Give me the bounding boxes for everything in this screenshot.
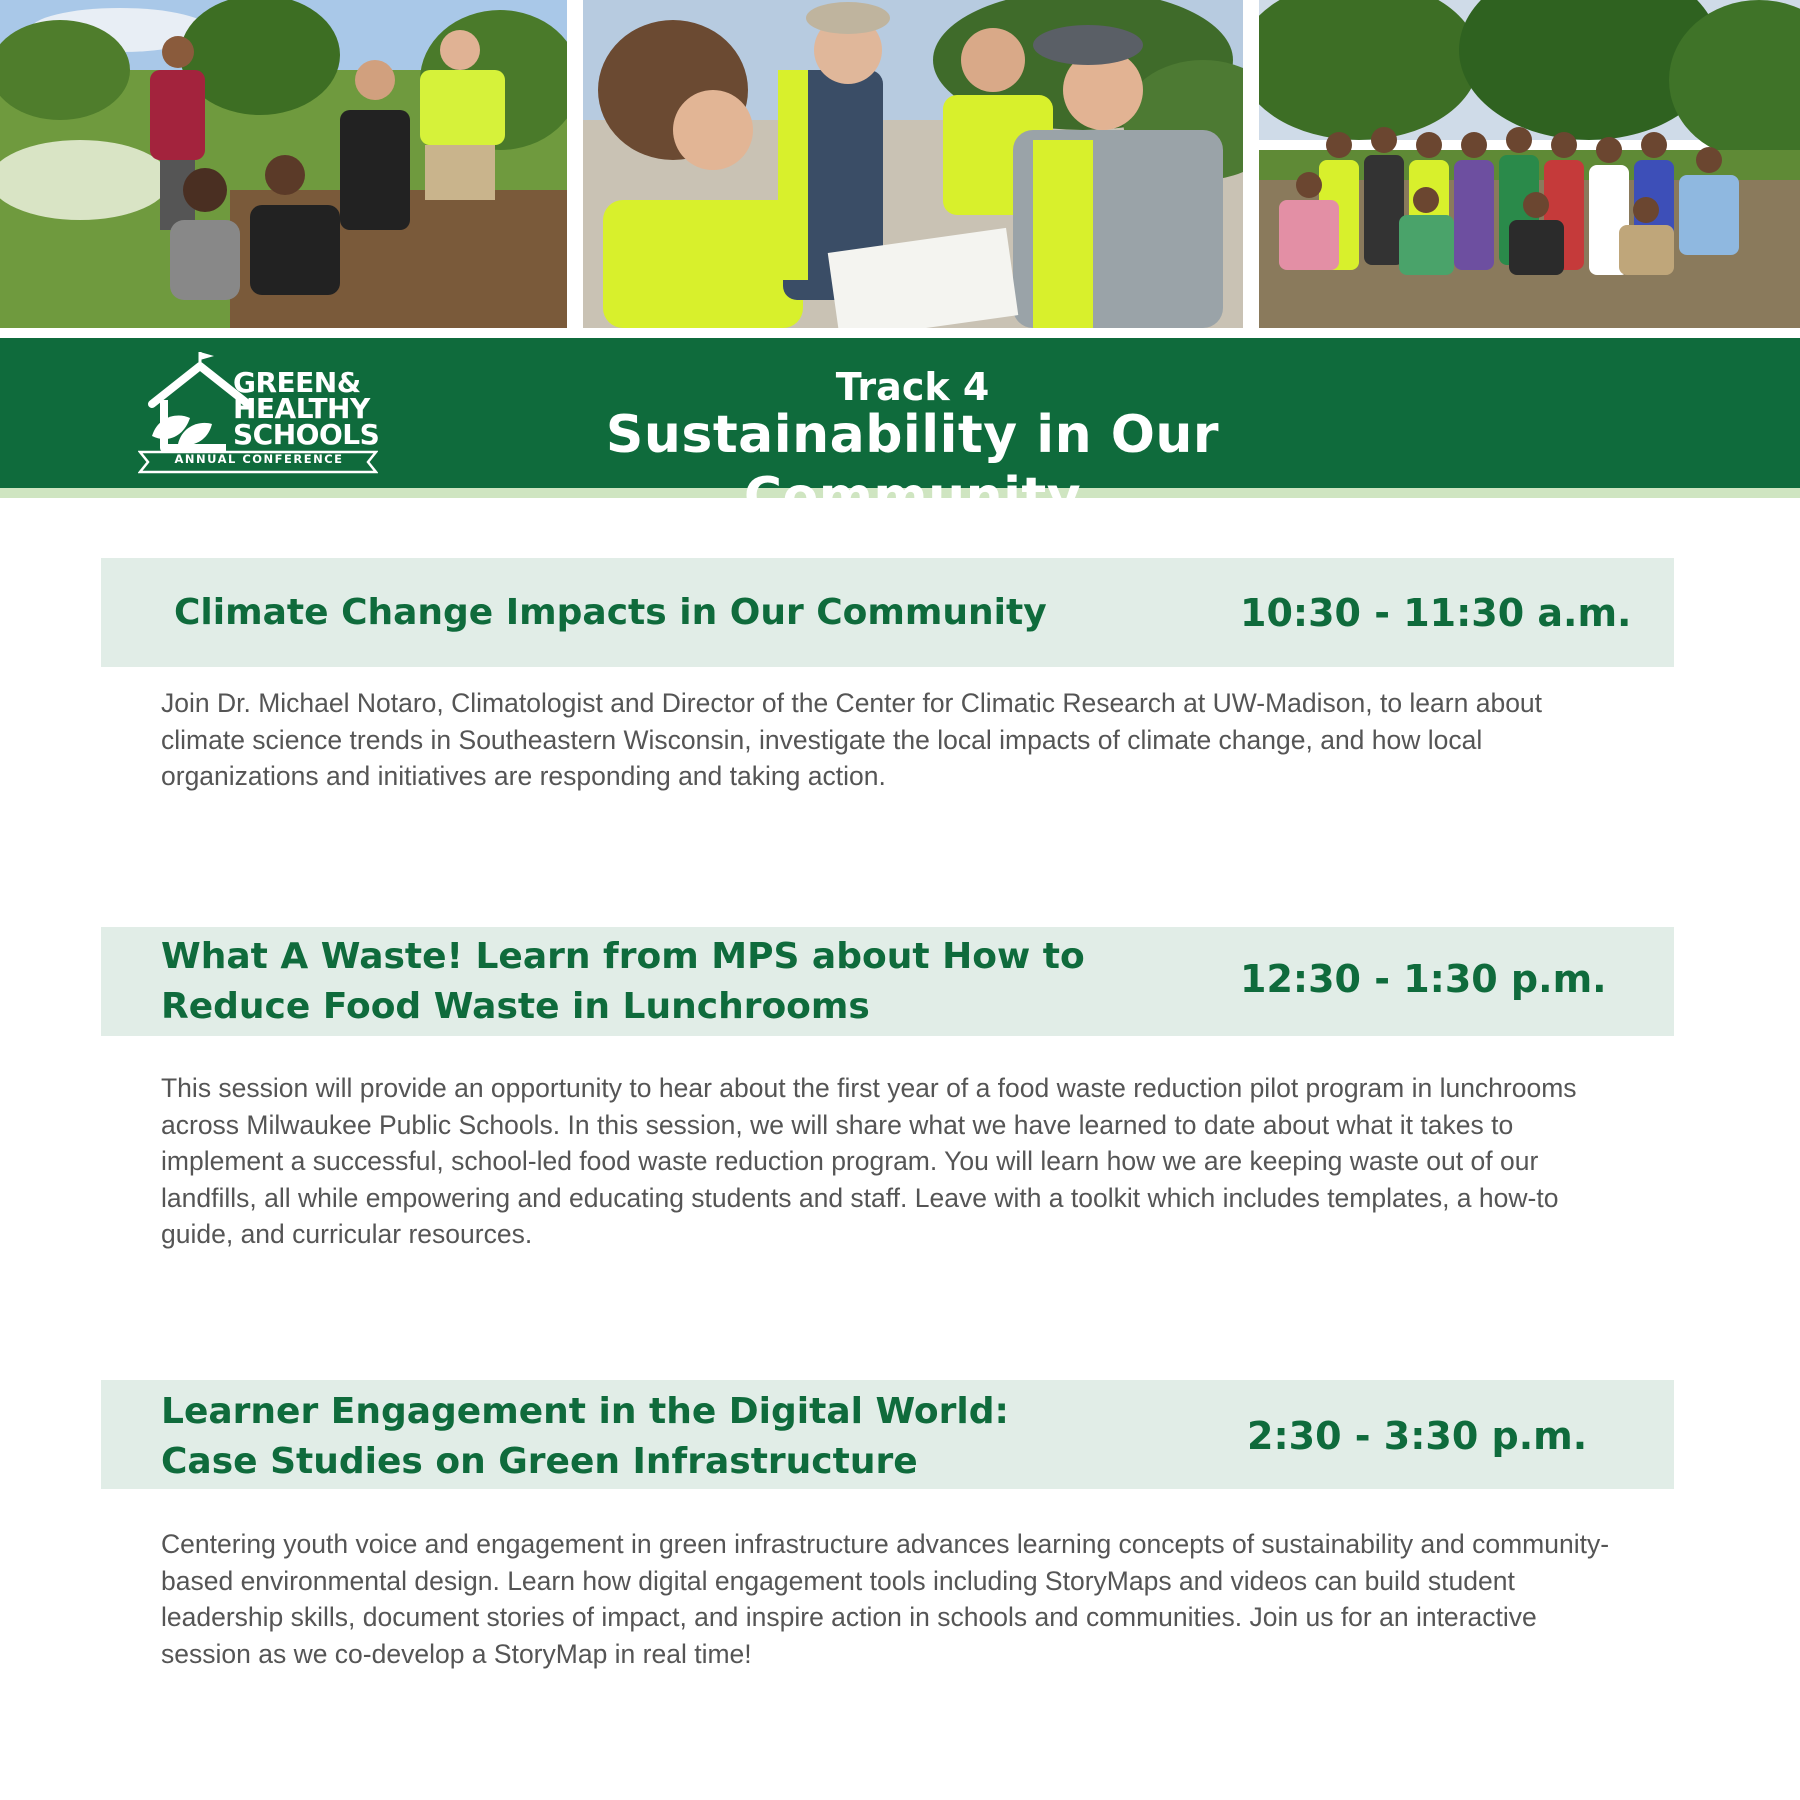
session-title-line: Learner Engagement in the Digital World: — [161, 1391, 1009, 1432]
logo-wordmark: GREEN& HEALTHY SCHOOLS — [233, 366, 380, 451]
session-title — [161, 932, 1101, 1032]
session-time: 10:30 - 11:30 a.m. — [1240, 591, 1632, 635]
session-title-line: Case Studies on Green Infrastructure — [161, 1441, 918, 1482]
session-time: 2:30 - 3:30 p.m. — [1247, 1414, 1588, 1458]
session-title: Climate Change Impacts in Our Community — [174, 592, 1047, 633]
session-time: 12:30 - 1:30 p.m. — [1240, 957, 1607, 1001]
photo-site-plan-review — [583, 0, 1243, 328]
session-title-line: What A Waste! Learn from MPS about How to — [161, 936, 1085, 977]
track-label: Track 4 — [835, 365, 990, 409]
photo-student-group — [1259, 0, 1800, 328]
session-title-line: Reduce Food Waste in Lunchrooms — [161, 986, 870, 1027]
photo-tree-planting — [0, 0, 567, 328]
conference-logo — [138, 352, 378, 478]
session-description: This session will provide an opportunity to hear about the first year of a food waste reduction pilot program in lunchrooms across Milwaukee Public Schools. In this session, we will share what we have learned to date about what it takes to implement a successful, school-led food waste reduction program. You will learn how we are keeping waste out of our landfills, all while empowering and educating students and staff. Leave with a toolkit which includes templates, a how-to guide, and curricular resources. — [161, 1073, 1577, 1249]
session-title — [161, 1387, 1101, 1487]
logo-subtitle: ANNUAL CONFERENCE — [174, 452, 344, 466]
session-description: Join Dr. Michael Notaro, Climatologist and Director of the Center for Climatic Research at UW-Madison, to learn about climate science trends in Southeastern Wisconsin, investigate the local impacts of climate change, and how local organizations and initiatives are responding and taking action. — [161, 688, 1543, 791]
session-description: Centering youth voice and engagement in green infrastructure advances learning concepts of sustainability and community-based environmental design. Learn how digital engagement tools including StoryMaps and videos can build student leadership skills, document stories of impact, and inspire action in schools and communities. Join us for an interactive session as we co-develop a StoryMap in real time! — [161, 1529, 1610, 1669]
page-title: Sustainability in Our Community — [605, 405, 1220, 527]
